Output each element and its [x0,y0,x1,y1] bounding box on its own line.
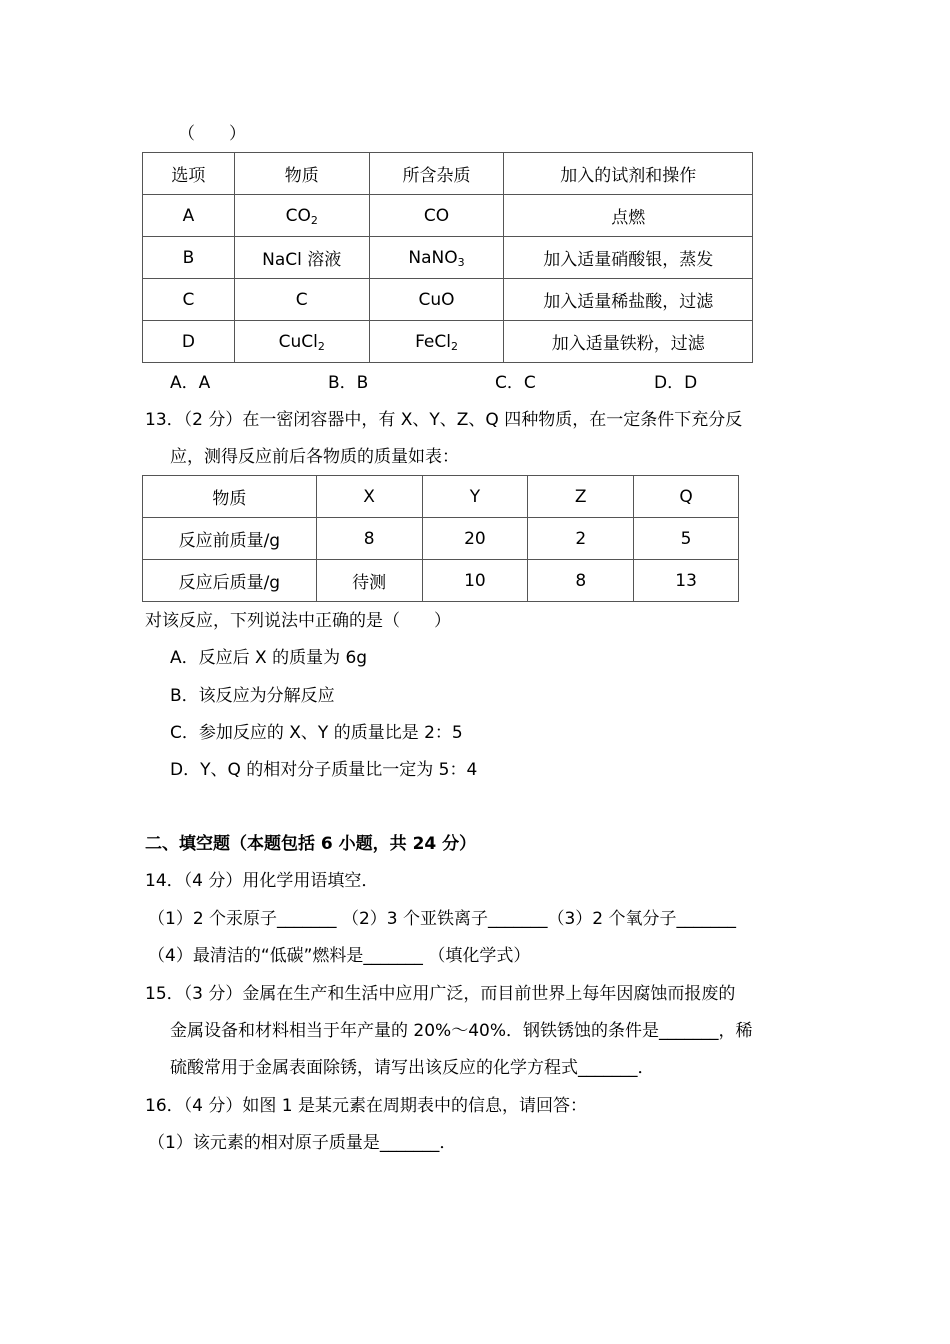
q12-substance-cell: CuCl$_2$ [234,321,369,363]
q13-stem-line2: 应，测得反应前后各物质的质量如表： [170,447,459,467]
q12-choice-c[interactable]: C．C [495,373,536,393]
q12-substance-cell: NaCl 溶液 [234,237,369,279]
q13-cell: 反应后质量/g [143,560,317,602]
q12-table-row [143,195,753,237]
q12-operation-cell: 加入适量铁粉，过滤 [504,321,753,363]
q12-impurity-cell: CuO [369,279,504,321]
q13-table-header-row [143,476,739,518]
q13-question: 对该反应，下列说法中正确的是（ ） [145,611,451,631]
q12-header-cell: 所含杂质 [369,153,504,195]
q12-choice-a[interactable]: A．A [170,373,211,393]
q12-option-cell: B [143,237,235,279]
q13-after-row [143,560,739,602]
q13-before-row [143,518,739,560]
q12-header-cell: 加入的试剂和操作 [504,153,753,195]
q13-cell: 待测 [316,560,422,602]
q13-choice-b[interactable]: B．该反应为分解反应 [170,686,335,706]
section-heading-fill-in: 二、填空题（本题包括 6 小题，共 24 分） [145,834,477,854]
q12-table-row [143,237,753,279]
q13-header-cell: 物质 [143,476,317,518]
q12-option-cell: C [143,279,235,321]
q12-operation-cell: 点燃 [504,195,753,237]
q12-substance-cell: C [234,279,369,321]
q13-choice-a[interactable]: A．反应后 X 的质量为 6g [170,648,368,668]
q12-table-row [143,279,753,321]
q12-choice-d[interactable]: D．D [654,373,698,393]
q16-line2: （1）该元素的相对原子质量是_______． [148,1133,457,1153]
q12-table-row [143,321,753,363]
q13-choice-c[interactable]: C．参加反应的 X、Y 的质量比是 2：5 [170,723,463,743]
q13-cell: 反应前质量/g [143,518,317,560]
q13-cell: 20 [422,518,528,560]
q12-table-header-row [143,153,753,195]
q12-impurity-cell: CO [369,195,504,237]
q12-operation-cell: 加入适量稀盐酸，过滤 [504,279,753,321]
q14-title: 14．（4 分）用化学用语填空． [145,871,379,891]
q13-cell: 8 [316,518,422,560]
q13-header-cell: X [316,476,422,518]
q15-line3: 硫酸常用于金属表面除锈，请写出该反应的化学方程式_______． [170,1058,655,1078]
q15-line2: 金属设备和材料相当于年产量的 20%～40%．钢铁锈蚀的条件是_______，稀 [170,1021,753,1041]
q13-cell: 13 [634,560,739,602]
q16-line1: 16．（4 分）如图 1 是某元素在周期表中的信息，请回答： [145,1096,587,1116]
q13-cell: 8 [528,560,634,602]
q12-impurity-cell: FeCl$_2$ [369,321,504,363]
q13-header-cell: Z [528,476,634,518]
q13-table [142,475,739,602]
q13-header-cell: Y [422,476,528,518]
q12-option-cell: D [143,321,235,363]
q13-header-cell: Q [634,476,739,518]
q12-answer-paren: （ ） [178,124,246,144]
q13-cell: 2 [528,518,634,560]
q12-operation-cell: 加入适量硝酸银，蒸发 [504,237,753,279]
q12-option-cell: A [143,195,235,237]
q14-line2: （4）最清洁的“低碳”燃料是_______ （填化学式） [148,946,531,966]
q13-choice-d[interactable]: D．Y、Q 的相对分子质量比一定为 5：4 [170,760,478,780]
q15-line1: 15．（3 分）金属在生产和生活中应用广泛，而目前世界上每年因腐蚀而报废的 [145,984,736,1004]
q12-impurity-cell: NaNO$_3$ [369,237,504,279]
q13-cell: 5 [634,518,739,560]
q12-choice-b[interactable]: B．B [328,373,369,393]
q12-header-cell: 物质 [234,153,369,195]
q12-substance-cell: $CO_2$ [234,195,369,237]
q12-table [142,152,753,363]
q12-header-cell: 选项 [143,153,235,195]
q14-line1: （1）2 个汞原子_______ （2）3 个亚铁离子_______（3）2 个氧分子_______ [148,909,737,929]
q13-cell: 10 [422,560,528,602]
q13-stem-line1: 13．（2 分）在一密闭容器中，有 X、Y、Z、Q 四种物质，在一定条件下充分反 [145,410,743,430]
